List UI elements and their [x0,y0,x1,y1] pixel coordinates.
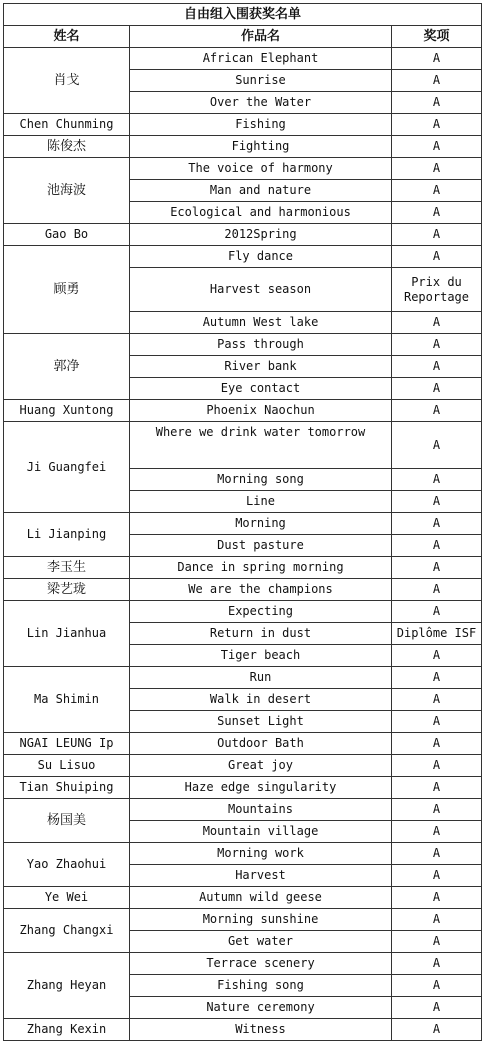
work-title: Harvest [130,865,392,887]
award-value: A [392,777,482,799]
work-title: Tiger beach [130,645,392,667]
table-row [4,843,482,865]
award-value: A [392,645,482,667]
entrant-name: Li Jianping [4,513,130,557]
entrant-name: Zhang Changxi [4,909,130,953]
award-value: A [392,180,482,202]
entrant-name: Ma Shimin [4,667,130,733]
table-row [4,755,482,777]
work-title: Autumn West lake [130,312,392,334]
award-value: A [392,799,482,821]
work-title: Eye contact [130,378,392,400]
table-row [4,422,482,469]
table-row [4,601,482,623]
entrant-name: Su Lisuo [4,755,130,777]
entrant-name: Chen Chunming [4,114,130,136]
award-value: A [392,953,482,975]
header-award: 奖项 [392,26,482,48]
award-value: A [392,931,482,953]
work-title: The voice of harmony [130,158,392,180]
award-value: A [392,422,482,469]
work-title: Witness [130,1019,392,1041]
award-value: A [392,909,482,931]
header-row [4,26,482,48]
award-value: A [392,400,482,422]
award-value: A [392,865,482,887]
work-title: 2012Spring [130,224,392,246]
table-row [4,887,482,909]
work-title: Sunrise [130,70,392,92]
award-value: A [392,689,482,711]
table-row [4,400,482,422]
work-title: Morning sunshine [130,909,392,931]
entrant-name: 陈俊杰 [4,136,130,158]
work-title: Get water [130,931,392,953]
work-title: Fighting [130,136,392,158]
work-title: Dust pasture [130,535,392,557]
entrant-name: Ji Guangfei [4,422,130,513]
work-title: Fishing [130,114,392,136]
work-title: Walk in desert [130,689,392,711]
table-row [4,114,482,136]
table-row [4,246,482,268]
award-value: A [392,513,482,535]
entrant-name: 肖戈 [4,48,130,114]
work-title: Ecological and harmonious [130,202,392,224]
header-name: 姓名 [4,26,130,48]
award-value: A [392,136,482,158]
work-title: Mountain village [130,821,392,843]
table-row [4,136,482,158]
entrant-name: Lin Jianhua [4,601,130,667]
work-title: Pass through [130,334,392,356]
work-title: Harvest season [130,268,392,312]
award-value: A [392,887,482,909]
work-title: Over the Water [130,92,392,114]
table-row [4,557,482,579]
award-value: A [392,378,482,400]
header-work: 作品名 [130,26,392,48]
table-row [4,224,482,246]
award-value: A [392,601,482,623]
award-value: A [392,1019,482,1041]
work-title: Line [130,491,392,513]
award-value: A [392,997,482,1019]
work-title: Terrace scenery [130,953,392,975]
work-title: Expecting [130,601,392,623]
award-value: A [392,579,482,601]
work-title: Nature ceremony [130,997,392,1019]
entrant-name: 郭净 [4,334,130,400]
table-row [4,909,482,931]
award-value: A [392,733,482,755]
entrant-name: Huang Xuntong [4,400,130,422]
table-row [4,1019,482,1041]
work-title: Phoenix Naochun [130,400,392,422]
table-row [4,799,482,821]
award-value: Diplôme ISF [392,623,482,645]
work-title: River bank [130,356,392,378]
award-value: A [392,48,482,70]
entrant-name: NGAI LEUNG Ip [4,733,130,755]
work-title: Fly dance [130,246,392,268]
award-value: A [392,821,482,843]
entrant-name: 梁艺珑 [4,579,130,601]
award-value: A [392,92,482,114]
award-value: A [392,202,482,224]
award-value: A [392,158,482,180]
work-title: Man and nature [130,180,392,202]
work-title: Sunset Light [130,711,392,733]
award-value: A [392,114,482,136]
table-row [4,48,482,70]
work-title: Run [130,667,392,689]
award-value: A [392,356,482,378]
work-title: Outdoor Bath [130,733,392,755]
table-row [4,513,482,535]
award-value: A [392,667,482,689]
work-title: Morning [130,513,392,535]
entrant-name: 杨国美 [4,799,130,843]
work-title: African Elephant [130,48,392,70]
award-value: A [392,312,482,334]
entrant-name: Gao Bo [4,224,130,246]
work-title: Where we drink water tomorrow [130,422,392,469]
award-value: A [392,755,482,777]
work-title: Autumn wild geese [130,887,392,909]
table-row [4,667,482,689]
work-title: Morning song [130,469,392,491]
work-title: We are the champions [130,579,392,601]
entrant-name: Zhang Heyan [4,953,130,1019]
entrant-name: Zhang Kexin [4,1019,130,1041]
award-table-body [4,4,482,1041]
award-value: A [392,246,482,268]
work-title: Great joy [130,755,392,777]
work-title: Mountains [130,799,392,821]
table-row [4,334,482,356]
award-value: A [392,557,482,579]
entrant-name: Ye Wei [4,887,130,909]
work-title: Fishing song [130,975,392,997]
entrant-name: Yao Zhaohui [4,843,130,887]
table-title: 自由组入围获奖名单 [4,4,482,26]
award-value: A [392,535,482,557]
table-row [4,953,482,975]
award-value: Prix du Reportage [392,268,482,312]
award-value: A [392,711,482,733]
award-value: A [392,975,482,997]
work-title: Dance in spring morning [130,557,392,579]
entrant-name: 李玉生 [4,557,130,579]
award-value: A [392,843,482,865]
table-row [4,158,482,180]
table-row [4,777,482,799]
entrant-name: 顾勇 [4,246,130,334]
work-title: Return in dust [130,623,392,645]
work-title: Morning work [130,843,392,865]
award-value: A [392,491,482,513]
award-value: A [392,70,482,92]
work-title: Haze edge singularity [130,777,392,799]
award-value: A [392,224,482,246]
table-row [4,733,482,755]
award-table [3,3,482,1041]
award-value: A [392,469,482,491]
entrant-name: Tian Shuiping [4,777,130,799]
title-row [4,4,482,26]
entrant-name: 池海波 [4,158,130,224]
award-value: A [392,334,482,356]
table-row [4,579,482,601]
